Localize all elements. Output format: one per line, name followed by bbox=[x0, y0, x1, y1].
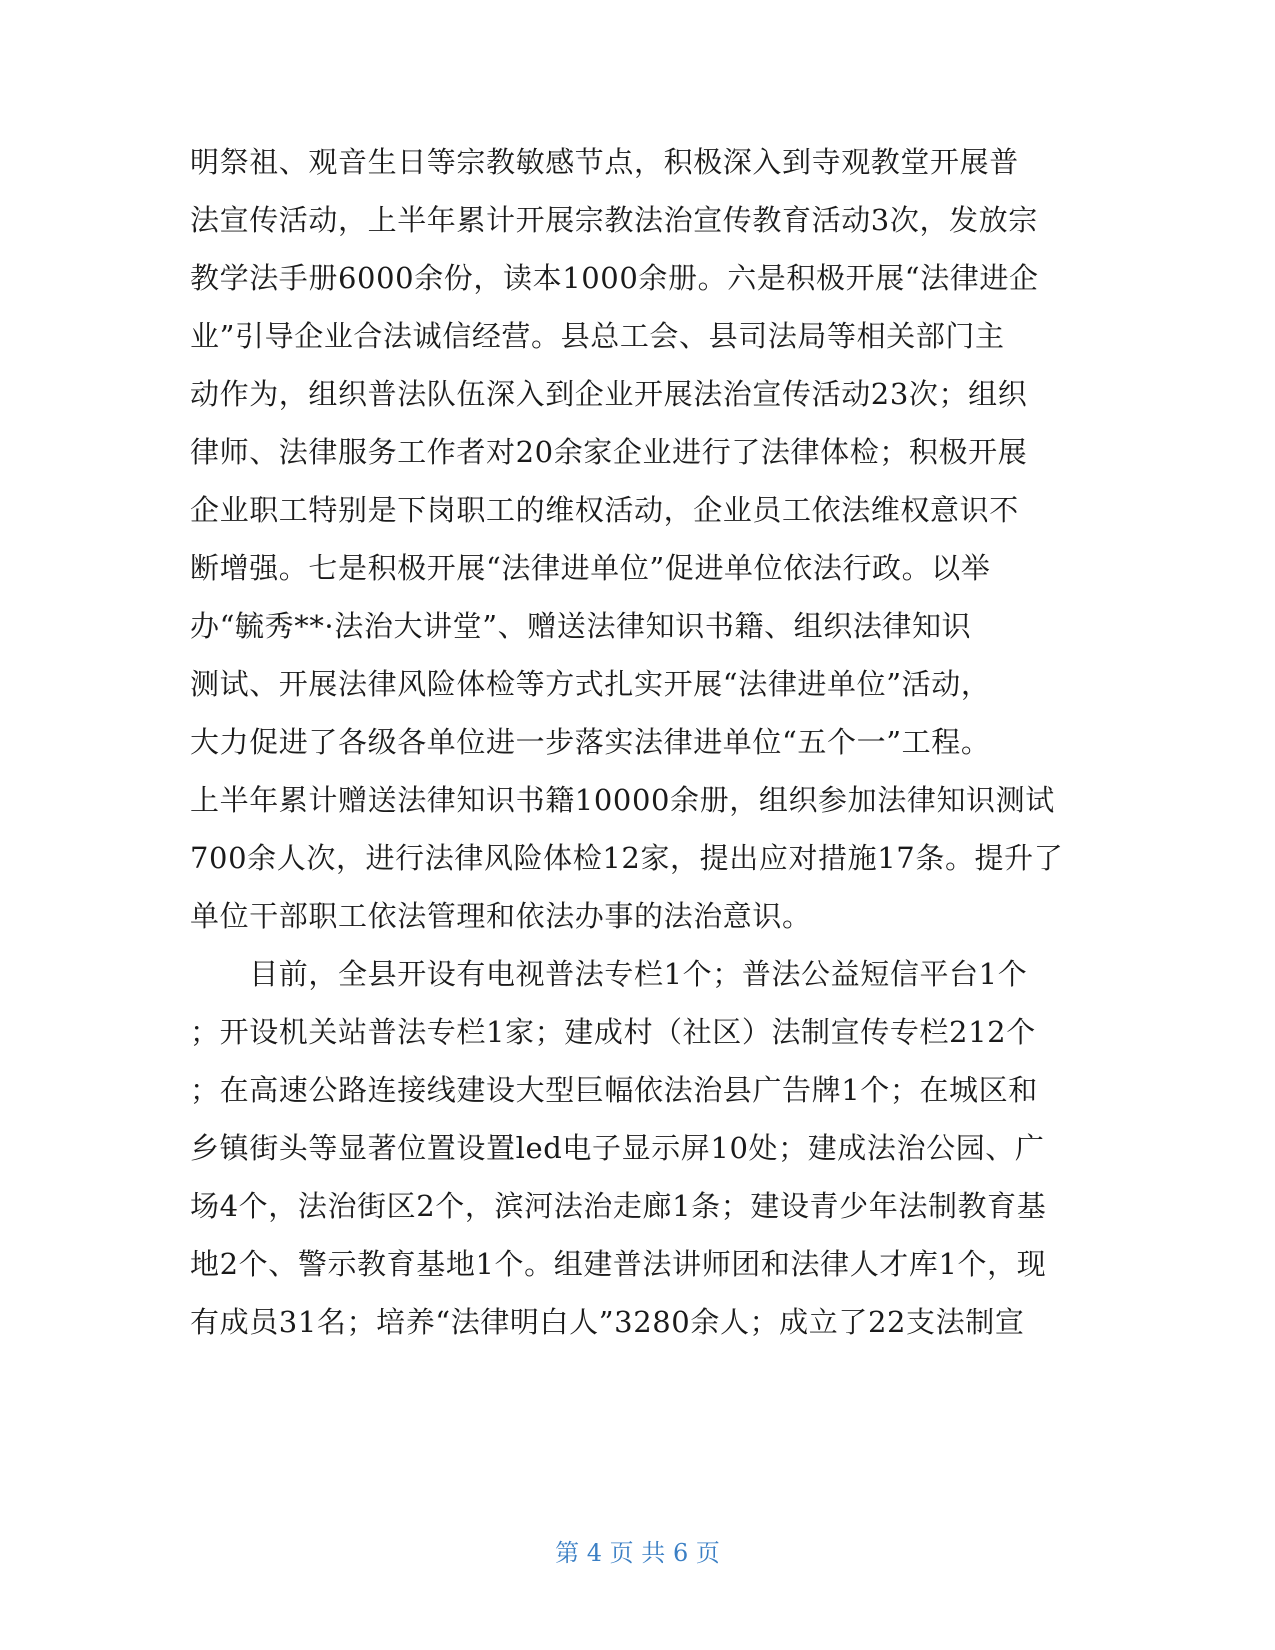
body-text-line: 地2个、警示教育基地1个。组建普法讲师团和法律人才库1个，现 bbox=[190, 1247, 1047, 1281]
body-text-line: 企业职工特别是下岗职工的维权活动，企业员工依法维权意识不 bbox=[190, 493, 1019, 527]
body-text-line: 上半年累计赠送法律知识书籍10000余册，组织参加法律知识测试 bbox=[190, 783, 1055, 817]
body-text-line: ；在高速公路连接线建设大型巨幅依法治县广告牌1个；在城区和 bbox=[190, 1073, 1038, 1107]
body-text-line: 断增强。七是积极开展“法律进单位”促进单位依法行政。以举 bbox=[190, 551, 991, 585]
body-text-line: 业”引导企业合法诚信经营。县总工会、县司法局等相关部门主 bbox=[190, 319, 1005, 353]
body-text-line: 700余人次，进行法律风险体检12家，提出应对措施17条。提升了 bbox=[190, 841, 1064, 875]
body-text-line: 场4个，法治街区2个，滨河法治走廊1条；建设青少年法制教育基 bbox=[190, 1189, 1047, 1223]
body-text-line: 单位干部职工依法管理和依法办事的法治意识。 bbox=[190, 899, 812, 933]
body-text-line: 法宣传活动，上半年累计开展宗教法治宣传教育活动3次，发放宗 bbox=[190, 203, 1038, 237]
body-text-line: 动作为，组织普法队伍深入到企业开展法治宣传活动23次；组织 bbox=[190, 377, 1028, 411]
page-number-footer: 第 4 页 共 6 页 bbox=[555, 1539, 720, 1567]
body-text-line: 大力促进了各级各单位进一步落实法律进单位“五个一”工程。 bbox=[190, 725, 991, 759]
body-text-line: 测试、开展法律风险体检等方式扎实开展“法律进单位”活动， bbox=[190, 667, 991, 701]
body-text-line: 明祭祖、观音生日等宗教敏感节点，积极深入到寺观教堂开展普 bbox=[190, 145, 1019, 179]
body-text-line: 有成员31名；培养“法律明白人”3280余人；成立了22支法制宣 bbox=[190, 1305, 1025, 1339]
body-text-line: 办“毓秀**·法治大讲堂”、赠送法律知识书籍、组织法律知识 bbox=[190, 609, 972, 643]
body-text-line: 乡镇街头等显著位置设置led电子显示屏10处；建成法治公园、广 bbox=[190, 1131, 1045, 1165]
body-text-line: 律师、法律服务工作者对20余家企业进行了法律体检；积极开展 bbox=[190, 435, 1028, 469]
body-text-line: 教学法手册6000余份，读本1000余册。六是积极开展“法律进企 bbox=[190, 261, 1039, 295]
body-text-line: 目前，全县开设有电视普法专栏1个；普法公益短信平台1个 bbox=[190, 957, 1028, 991]
body-text-line: ；开设机关站普法专栏1家；建成村（社区）法制宣传专栏212个 bbox=[190, 1015, 1036, 1049]
